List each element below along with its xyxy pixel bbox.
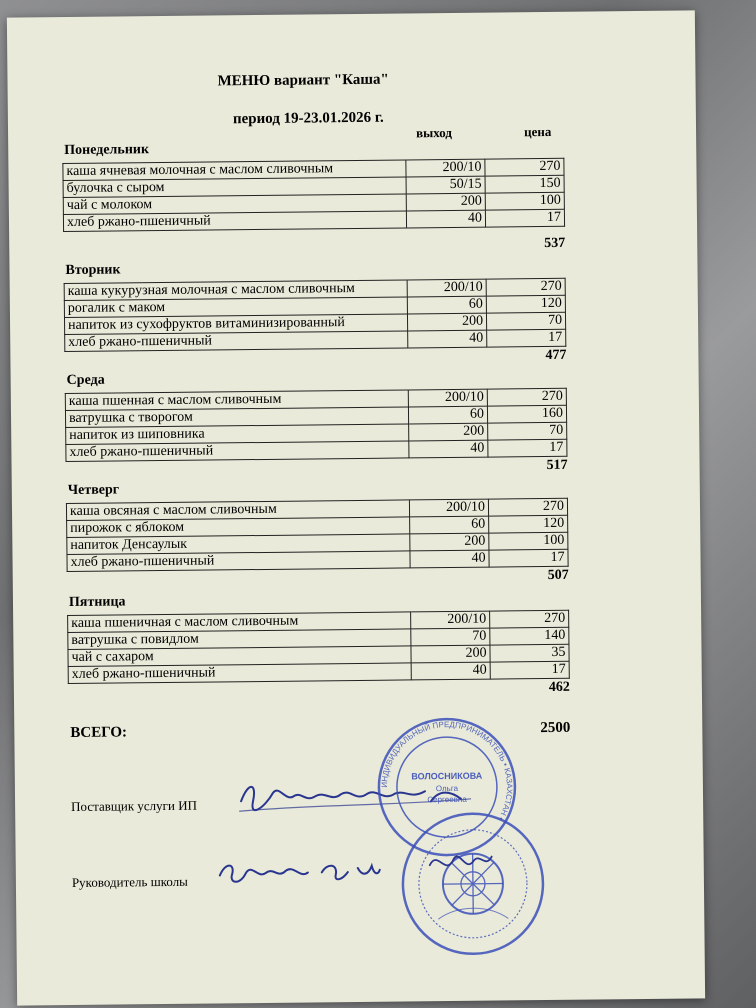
day-title-tuesday: Вторник [65,262,121,279]
item-price: 17 [485,209,564,227]
item-name: напиток из сухофруктов витаминизированный [64,314,407,335]
item-price: 17 [489,549,568,567]
subtotal-tuesday: 477 [545,347,567,364]
stamp-ring-text: ИНДИВИДУАЛЬНЫЙ ПРЕДПРИНИМАТЕЛЬ • КАЗАХСТАН • [379,720,514,823]
school-stamp [397,808,549,960]
item-price: 100 [485,192,564,210]
day-title-thursday: Четверг [67,482,120,499]
item-price: 270 [490,610,569,628]
item-output: 200/10 [408,389,487,407]
item-output: 70 [411,628,490,646]
page-title: МЕНЮ вариант "Каша" [217,71,389,90]
subtotal-wednesday: 517 [546,457,568,474]
item-price: 140 [490,627,569,645]
day-title-friday: Пятница [68,594,126,611]
tuesday-table [64,278,567,352]
stamp-name-line1: ВОЛОСНИКОВА [411,770,483,782]
item-price: 17 [490,661,569,679]
item-output: 200/10 [409,499,488,517]
item-output: 200/10 [407,279,486,297]
menu-sheet [7,10,705,1005]
period-subtitle: период 19-23.01.2026 г. [232,109,384,128]
total-value: 2500 [540,719,571,737]
item-name: каша ячневая молочная с маслом сливочным [63,160,406,181]
item-price: 70 [488,422,567,440]
item-name: ватрушка с повидлом [68,629,411,650]
item-name: булочка с сыром [63,177,406,198]
item-output: 200 [407,313,486,331]
column-header-output: выход [415,124,453,141]
item-price: 270 [488,498,567,516]
item-price: 70 [486,312,565,330]
item-output: 200 [406,193,485,211]
item-price: 270 [486,278,565,296]
item-output: 40 [409,440,488,458]
item-output: 200 [409,423,488,441]
item-name: ватрушка с творогом [65,407,408,428]
item-output: 200/10 [406,159,485,177]
item-output: 40 [410,550,489,568]
stamp-name-line3: Сергеевна [427,794,467,805]
subtotal-friday: 462 [548,679,570,695]
item-output: 40 [411,662,490,680]
day-title-monday: Понедельник [64,142,150,159]
item-output: 60 [410,516,489,534]
monday-table [62,158,565,232]
stamp-name-line2: Ольга [435,783,459,794]
stamp-signature [426,843,496,884]
item-name: каша пшеничная с маслом сливочным [68,612,411,633]
item-name: напиток Денсаулык [67,534,410,555]
item-price: 270 [485,158,564,176]
director-label: Руководитель школы [71,873,188,890]
item-name: хлеб ржано-пшеничный [67,551,410,572]
item-price: 17 [488,439,567,457]
item-output: 40 [408,330,487,348]
item-price: 100 [489,532,568,550]
friday-table [67,610,570,684]
item-name: каша пшенная с маслом сливочным [65,390,408,411]
item-name: хлеб ржано-пшеничный [65,331,408,352]
total-label: ВСЕГО: [70,724,128,742]
item-name: рогалик с маком [64,297,407,318]
wednesday-table [65,388,568,462]
item-name: каша кукурузная молочная с маслом сливочным [64,280,407,301]
item-price: 17 [487,329,566,347]
subtotal-thursday: 507 [547,567,569,583]
item-name: каша овсяная с маслом сливочным [66,500,409,521]
item-price: 150 [485,175,564,193]
item-name: хлеб ржано-пшеничный [68,663,411,684]
supplier-label: Поставщик услуги ИП [71,797,198,814]
item-name: чай с сахаром [68,646,411,667]
column-header-price: цена [523,123,552,140]
item-output: 200 [411,645,490,663]
subtotal-monday: 537 [544,235,566,252]
item-name: пирожок с яблоком [67,517,410,538]
director-signature [212,848,382,894]
item-price: 35 [490,644,569,662]
item-price: 120 [486,295,565,313]
item-price: 270 [487,388,566,406]
item-name: чай с молоком [63,194,406,215]
item-name: хлеб ржано-пшеничный [66,441,409,462]
thursday-table [66,498,569,572]
item-output: 200 [410,533,489,551]
item-output: 40 [406,210,485,228]
item-output: 50/15 [406,176,485,194]
item-output: 200/10 [411,611,490,629]
item-name: напиток из шиповника [66,424,409,445]
item-price: 120 [489,515,568,533]
item-name: хлеб ржано-пшеничный [63,211,406,232]
item-output: 60 [407,296,486,314]
item-output: 60 [408,406,487,424]
item-price: 160 [487,405,566,423]
day-title-wednesday: Среда [66,372,105,389]
